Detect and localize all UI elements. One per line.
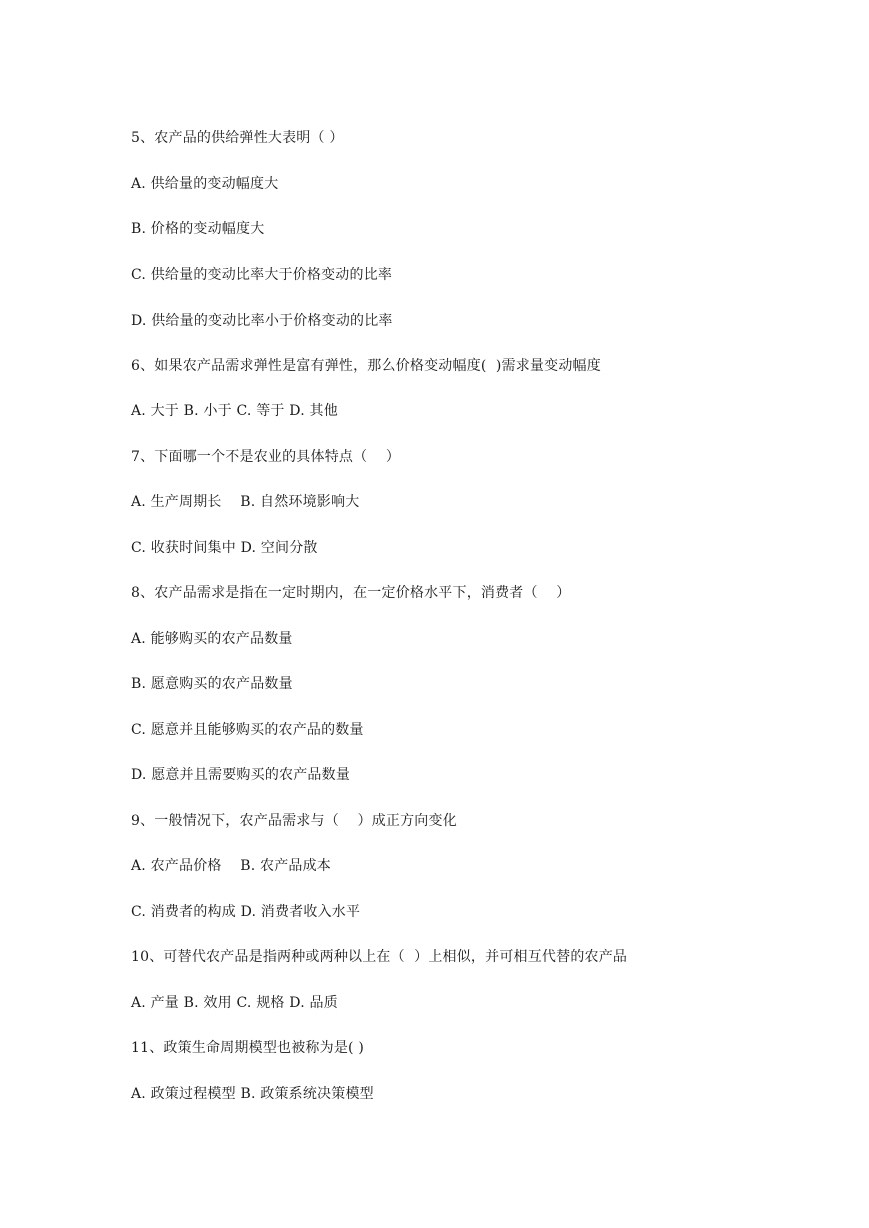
question-8-option-a: A. 能够购买的农产品数量 [131,631,293,647]
question-9-stem: 9、一般情况下，农产品需求与（ ）成正方向变化 [131,813,457,829]
question-8-option-d: D. 愿意并且需要购买的农产品数量 [131,767,351,783]
question-10-options: A. 产量 B. 效用 C. 规格 D. 品质 [131,995,338,1011]
question-5-option-b: B. 价格的变动幅度大 [131,221,265,237]
question-7-options-ab: A. 生产周期长 B. 自然环境影响大 [131,494,360,510]
question-8-option-c: C. 愿意并且能够购买的农产品的数量 [131,722,364,738]
question-8-stem: 8、农产品需求是指在一定时期内，在一定价格水平下，消费者（ ） [131,585,571,601]
question-6-stem: 6、如果农产品需求弹性是富有弹性，那么价格变动幅度( )需求量变动幅度 [131,358,601,374]
question-5-option-d: D. 供给量的变动比率小于价格变动的比率 [131,313,393,329]
question-5-option-a: A. 供给量的变动幅度大 [131,176,279,192]
question-11-options-ab: A. 政策过程模型 B. 政策系统决策模型 [131,1086,374,1102]
question-7-stem: 7、下面哪一个不是农业的具体特点（ ） [131,449,401,465]
question-9-options-ab: A. 农产品价格 B. 农产品成本 [131,858,331,874]
question-9-options-cd: C. 消费者的构成 D. 消费者收入水平 [131,904,361,920]
question-8-option-b: B. 愿意购买的农产品数量 [131,676,293,692]
question-11-stem: 11、政策生命周期模型也被称为是( ) [131,1040,364,1056]
question-10-stem: 10、可替代农产品是指两种或两种以上在（ ）上相似，并可相互代替的农产品 [131,949,628,965]
question-5-option-c: C. 供给量的变动比率大于价格变动的比率 [131,267,393,283]
question-7-options-cd: C. 收获时间集中 D. 空间分散 [131,540,318,556]
question-6-options: A. 大于 B. 小于 C. 等于 D. 其他 [131,403,338,419]
question-5-stem: 5、农产品的供给弹性大表明（ ） [131,130,344,146]
